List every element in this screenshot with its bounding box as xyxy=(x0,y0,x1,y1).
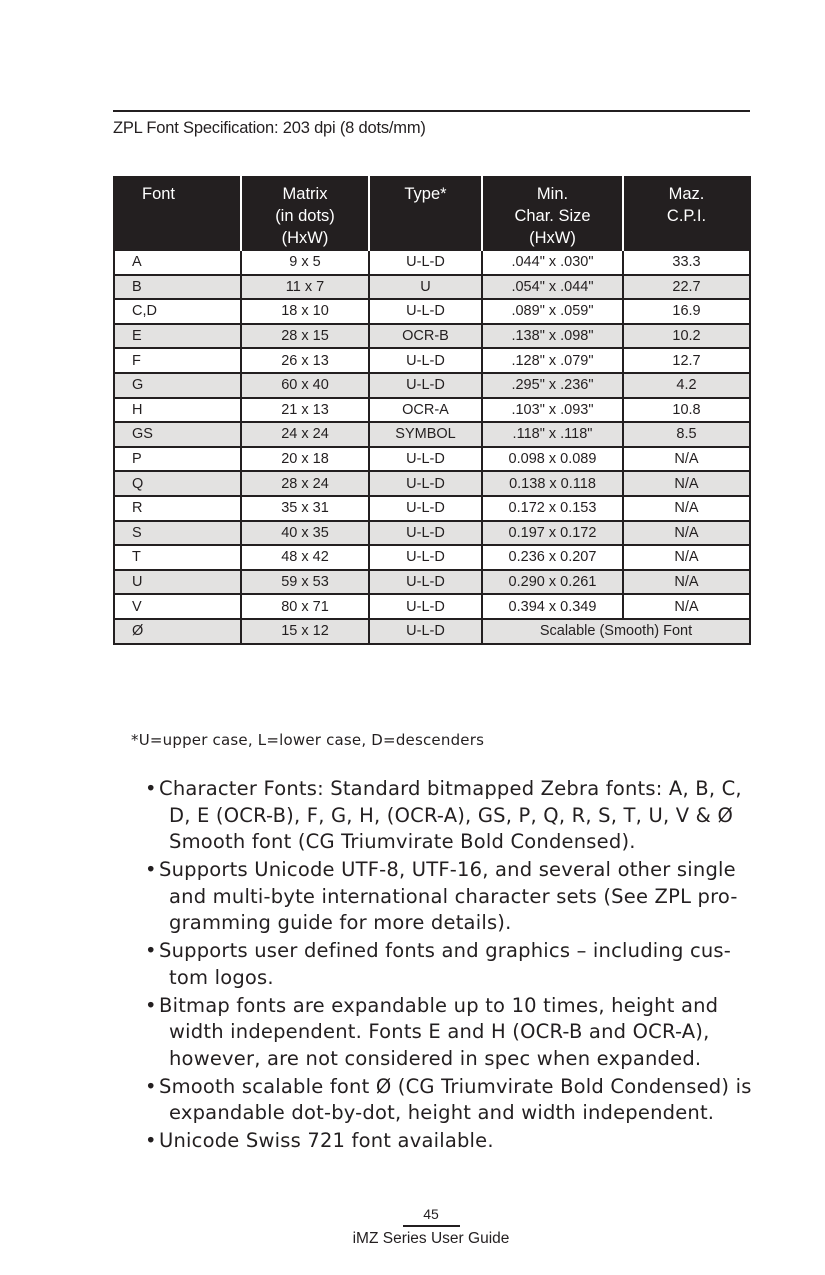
feature-text: Smooth scalable font Ø (CG Triumvirate Bold Condensed) is expandable dot-by-dot, height and width independent. xyxy=(159,1074,752,1124)
table-cell: 24 x 24 xyxy=(241,422,369,447)
table-row xyxy=(114,496,750,521)
feature-list-item xyxy=(131,1128,761,1155)
table-header-row xyxy=(114,177,750,250)
header-min-char-size xyxy=(482,177,623,250)
table-cell: U-L-D xyxy=(369,570,482,595)
feature-text: Character Fonts: Standard bitmapped Zebra fonts: A, B, C, D, E (OCR-B), F, G, H, (OCR-A), GS, P, Q, R, S, T, U, V & Ø Smooth font (CG Triumvirate Bold Condensed). xyxy=(159,777,742,853)
table-cell: N/A xyxy=(623,594,750,619)
table-row xyxy=(114,348,750,373)
table-cell: GS xyxy=(114,422,241,447)
table-cell: U-L-D xyxy=(369,545,482,570)
table-cell: N/A xyxy=(623,570,750,595)
table-cell: 8.5 xyxy=(623,422,750,447)
table-cell: 60 x 40 xyxy=(241,373,369,398)
table-cell: U-L-D xyxy=(369,250,482,275)
table-row xyxy=(114,471,750,496)
page-number: 45 xyxy=(423,1206,439,1222)
table-cell: .138" x .098" xyxy=(482,324,623,349)
table-cell: 11 x 7 xyxy=(241,275,369,300)
feature-list-item xyxy=(131,1074,761,1127)
table-cell: U xyxy=(369,275,482,300)
table-cell: C,D xyxy=(114,299,241,324)
header-line: Font xyxy=(142,185,176,203)
bullet-icon: • xyxy=(145,1074,157,1098)
feature-list-item xyxy=(131,857,761,937)
feature-text: Supports user defined fonts and graphics – including cus-tom logos. xyxy=(159,939,732,989)
table-cell: 0.172 x 0.153 xyxy=(482,496,623,521)
table-cell: 35 x 31 xyxy=(241,496,369,521)
table-cell: .054" x .044" xyxy=(482,275,623,300)
header-line: C.P.I. xyxy=(666,207,707,225)
table-cell: N/A xyxy=(623,521,750,546)
table-row xyxy=(114,422,750,447)
table-cell: Q xyxy=(114,471,241,496)
table-cell: N/A xyxy=(623,471,750,496)
table-row xyxy=(114,275,750,300)
header-line: Matrix xyxy=(282,185,328,203)
table-cell: 16.9 xyxy=(623,299,750,324)
table-cell: 28 x 15 xyxy=(241,324,369,349)
table-cell: 0.394 x 0.349 xyxy=(482,594,623,619)
header-line: Maz. xyxy=(668,185,705,203)
table-cell-merged: Scalable (Smooth) Font xyxy=(482,619,750,644)
header-type xyxy=(369,177,482,250)
table-cell: T xyxy=(114,545,241,570)
table-cell: U-L-D xyxy=(369,496,482,521)
table-cell: E xyxy=(114,324,241,349)
header-line: Char. Size xyxy=(514,207,591,225)
table-cell: 28 x 24 xyxy=(241,471,369,496)
table-row xyxy=(114,447,750,472)
table-cell: 0.197 x 0.172 xyxy=(482,521,623,546)
table-row xyxy=(114,324,750,349)
table-cell: 10.8 xyxy=(623,398,750,423)
table-cell: .295" x .236" xyxy=(482,373,623,398)
table-row xyxy=(114,545,750,570)
table-cell: 48 x 42 xyxy=(241,545,369,570)
table-cell: 22.7 xyxy=(623,275,750,300)
header-matrix xyxy=(241,177,369,250)
table-cell: .103" x .093" xyxy=(482,398,623,423)
table-cell: U-L-D xyxy=(369,348,482,373)
table-cell: .044" x .030" xyxy=(482,250,623,275)
table-cell: 26 x 13 xyxy=(241,348,369,373)
feature-list xyxy=(131,776,761,1156)
table-cell: 0.236 x 0.207 xyxy=(482,545,623,570)
table-cell: 59 x 53 xyxy=(241,570,369,595)
table-cell: 10.2 xyxy=(623,324,750,349)
bullet-icon: • xyxy=(145,858,157,881)
feature-text: Supports Unicode UTF-8, UTF-16, and several other single and multi-byte international character sets (See ZPL pro-gramming guide for more details). xyxy=(159,858,738,934)
font-spec-table xyxy=(113,176,751,645)
table-cell: OCR-B xyxy=(369,324,482,349)
feature-text: Unicode Swiss 721 font available. xyxy=(159,1129,494,1152)
table-cell: 15 x 12 xyxy=(241,619,369,644)
table-cell: 33.3 xyxy=(623,250,750,275)
table-cell: U-L-D xyxy=(369,447,482,472)
table-cell: F xyxy=(114,348,241,373)
table-row xyxy=(114,594,750,619)
table-cell: N/A xyxy=(623,496,750,521)
bullet-icon: • xyxy=(145,939,157,962)
header-line: (HxW) xyxy=(529,229,576,247)
bullet-icon: • xyxy=(145,1129,157,1152)
table-cell: U-L-D xyxy=(369,521,482,546)
table-cell: 0.138 x 0.118 xyxy=(482,471,623,496)
table-row xyxy=(114,373,750,398)
table-cell: 20 x 18 xyxy=(241,447,369,472)
table-row xyxy=(114,250,750,275)
table-row xyxy=(114,570,750,595)
header-max-cpi xyxy=(623,177,750,250)
bullet-icon: • xyxy=(145,993,157,1017)
header-line: (in dots) xyxy=(275,207,335,225)
table-cell: A xyxy=(114,250,241,275)
feature-list-item xyxy=(131,776,761,856)
table-row xyxy=(114,398,750,423)
table-cell: Ø xyxy=(114,619,241,644)
table-cell: N/A xyxy=(623,447,750,472)
table-cell: .128" x .079" xyxy=(482,348,623,373)
header-line: Min. xyxy=(536,185,569,203)
top-rule xyxy=(113,110,750,112)
table-cell: V xyxy=(114,594,241,619)
table-cell: R xyxy=(114,496,241,521)
table-cell: U-L-D xyxy=(369,373,482,398)
table-cell: 40 x 35 xyxy=(241,521,369,546)
footer-rule xyxy=(403,1225,460,1227)
spec-heading: ZPL Font Specification: 203 dpi (8 dots/mm) xyxy=(113,119,426,137)
table-row xyxy=(114,521,750,546)
table-cell: U-L-D xyxy=(369,619,482,644)
table-cell: 0.290 x 0.261 xyxy=(482,570,623,595)
table-cell: 9 x 5 xyxy=(241,250,369,275)
table-cell: 18 x 10 xyxy=(241,299,369,324)
type-footnote: *U=upper case, L=lower case, D=descenders xyxy=(131,731,485,749)
table-cell: S xyxy=(114,521,241,546)
table-cell: 80 x 71 xyxy=(241,594,369,619)
table-cell: G xyxy=(114,373,241,398)
table-cell: P xyxy=(114,447,241,472)
table-row-last xyxy=(114,619,750,644)
table-cell: .118" x .118" xyxy=(482,422,623,447)
feature-list-item xyxy=(131,938,761,991)
table-cell: .089" x .059" xyxy=(482,299,623,324)
bullet-icon: • xyxy=(145,777,157,800)
footer-title: iMZ Series User Guide xyxy=(352,1230,510,1247)
table-cell: 4.2 xyxy=(623,373,750,398)
table-row xyxy=(114,299,750,324)
table-cell: U-L-D xyxy=(369,594,482,619)
feature-list-item xyxy=(131,993,761,1073)
table-cell: 0.098 x 0.089 xyxy=(482,447,623,472)
header-font xyxy=(114,177,241,250)
table-cell: SYMBOL xyxy=(369,422,482,447)
table-cell: 21 x 13 xyxy=(241,398,369,423)
header-line: Type* xyxy=(404,185,447,203)
table-cell: U xyxy=(114,570,241,595)
table-cell: N/A xyxy=(623,545,750,570)
table-cell: H xyxy=(114,398,241,423)
table-cell: 12.7 xyxy=(623,348,750,373)
feature-text: Bitmap fonts are expandable up to 10 times, height and width independent. Fonts E and H (OCR-B and OCR-A), however, are not considered in spec when expanded. xyxy=(159,993,719,1070)
table-body xyxy=(114,250,750,644)
table-cell: U-L-D xyxy=(369,471,482,496)
table-cell: B xyxy=(114,275,241,300)
header-line: (HxW) xyxy=(281,229,329,247)
table-cell: U-L-D xyxy=(369,299,482,324)
table-cell: OCR-A xyxy=(369,398,482,423)
